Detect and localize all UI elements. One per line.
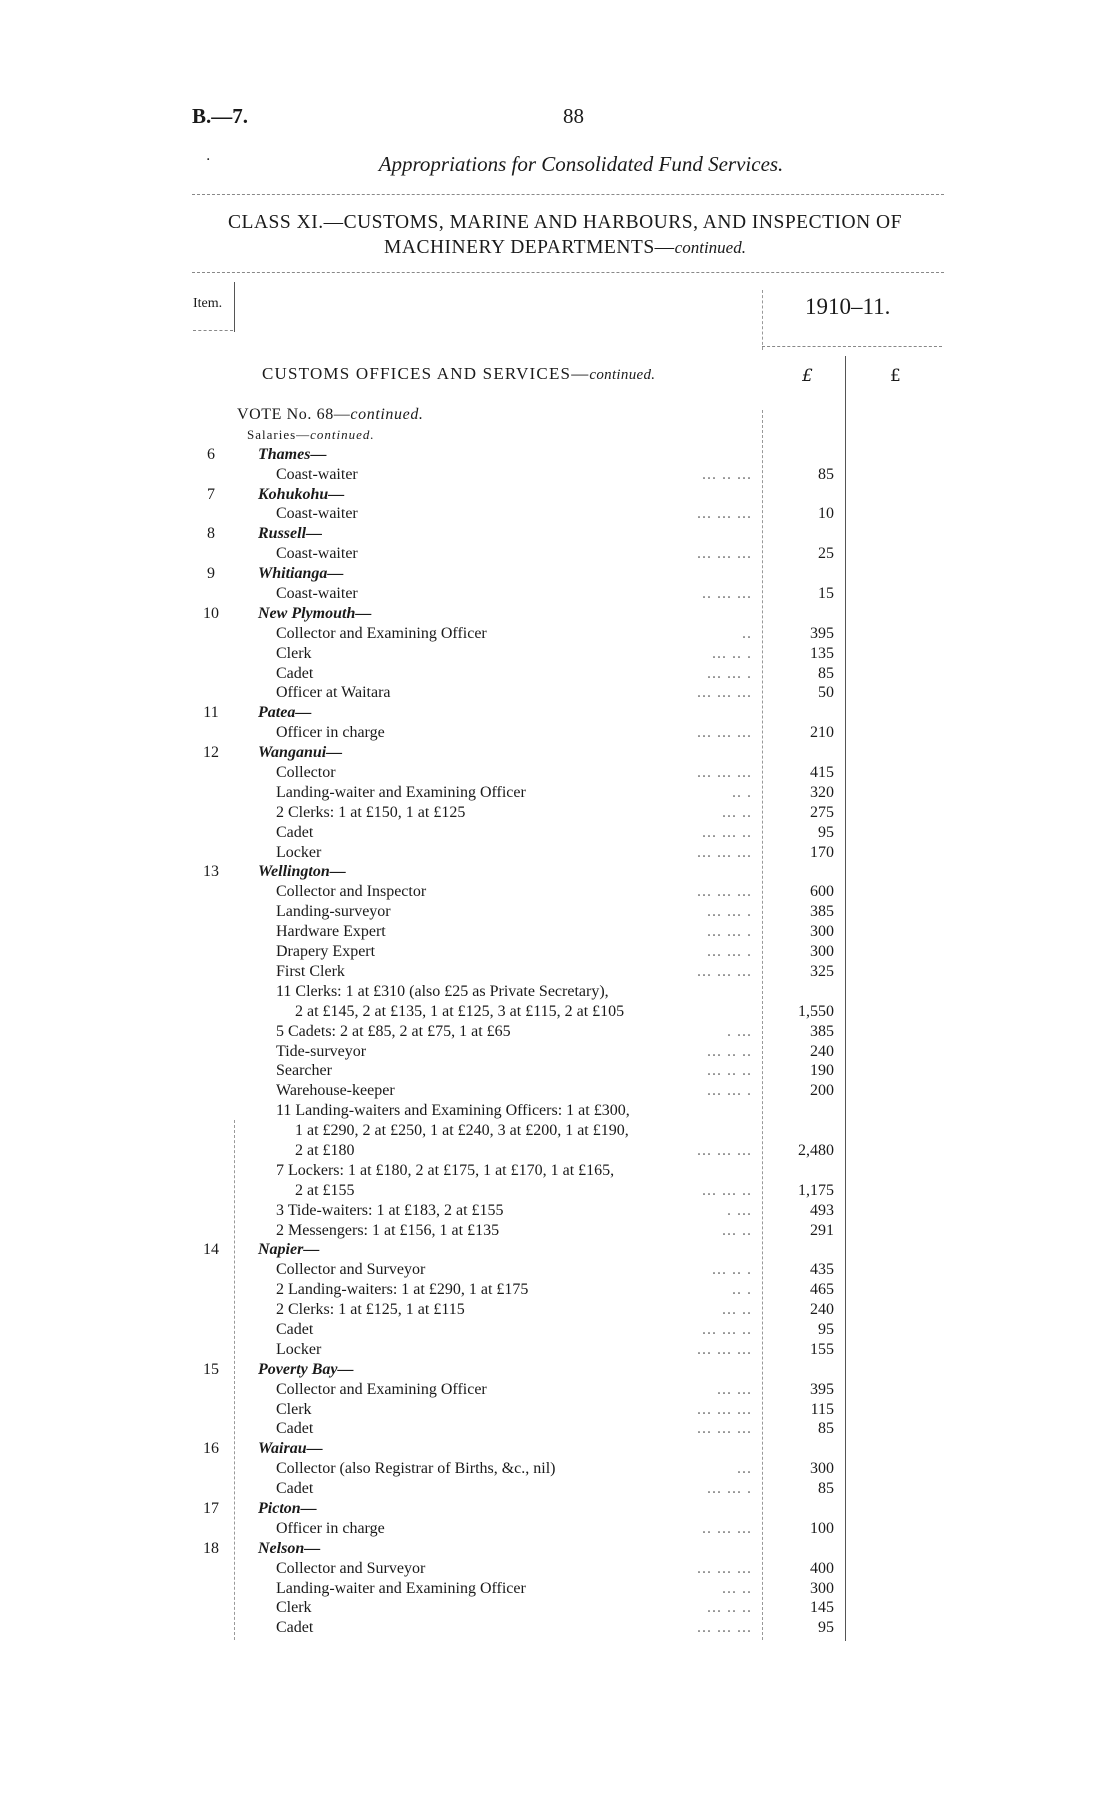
- amount-value: 415: [810, 764, 834, 782]
- leader-dots: ..: [742, 624, 752, 642]
- table-row: [0, 564, 1114, 584]
- leader-dots: ... ..: [722, 1301, 752, 1319]
- position-description: Officer at Waitara: [276, 684, 391, 702]
- position-description: Landing-surveyor: [276, 903, 391, 921]
- amount-value: 385: [810, 903, 834, 921]
- table-row: [0, 524, 1114, 544]
- amount-value: 300: [810, 943, 834, 961]
- table-row: [0, 544, 1114, 564]
- amount-value: 145: [810, 1599, 834, 1617]
- position-description: 3 Tide-waiters: 1 at £183, 2 at £155: [276, 1201, 504, 1219]
- amount-value: 95: [818, 1619, 834, 1637]
- position-description: 11 Clerks: 1 at £310 (also £25 as Private Secretary),: [276, 982, 609, 1000]
- leader-dots: ... ... ...: [697, 1420, 752, 1438]
- amount-value: 325: [810, 962, 834, 980]
- salaries-row: Salaries—continued.: [247, 426, 375, 442]
- table-row: [0, 1559, 1114, 1579]
- item-column-header: Item.: [193, 296, 223, 311]
- divider-table-top: [192, 272, 944, 273]
- table-row: [0, 1022, 1114, 1042]
- desc-column-rule-top: [762, 290, 763, 350]
- office-name: Kohukohu—: [258, 485, 345, 503]
- page-title: Appropriations for Consolidated Fund Services.: [378, 152, 784, 176]
- document-reference: B.—7.: [192, 104, 249, 128]
- table-row: [0, 1081, 1114, 1101]
- item-number: 13: [203, 863, 219, 881]
- table-row: [0, 1320, 1114, 1340]
- item-number: 12: [203, 744, 219, 762]
- leader-dots: ... ... ...: [697, 1141, 752, 1159]
- leader-dots: ... .. ..: [707, 1042, 752, 1060]
- table-row: [0, 703, 1114, 723]
- table-row: [0, 962, 1114, 982]
- leader-dots: ... ... ...: [697, 962, 752, 980]
- currency-header-2: £: [890, 366, 901, 386]
- leader-dots: .. .: [732, 1281, 752, 1299]
- office-name: Thames—: [258, 445, 327, 463]
- leader-dots: ... .. ..: [707, 1062, 752, 1080]
- position-description: First Clerk: [276, 962, 345, 980]
- item-number: 10: [203, 604, 219, 622]
- amount-value: 50: [818, 684, 834, 702]
- position-description: Searcher: [276, 1062, 332, 1080]
- table-row: [0, 843, 1114, 863]
- table-row: [0, 862, 1114, 882]
- position-description: Cadet: [276, 823, 314, 841]
- position-description: 5 Cadets: 2 at £85, 2 at £75, 1 at £65: [276, 1022, 511, 1040]
- amount-value: 395: [810, 1380, 834, 1398]
- table-row: [0, 1598, 1114, 1618]
- position-description: Landing-waiter and Examining Officer: [276, 1579, 526, 1597]
- amount-value: 190: [810, 1062, 834, 1080]
- office-name: Russell—: [258, 525, 323, 543]
- amount-value: 135: [810, 644, 834, 662]
- table-row: [0, 823, 1114, 843]
- table-row: [0, 1201, 1114, 1221]
- leader-dots: ... ... ..: [702, 1320, 752, 1338]
- amount-value: 100: [810, 1519, 834, 1537]
- table-row: [0, 1360, 1114, 1380]
- amount-value: 210: [810, 724, 834, 742]
- table-row: [0, 1439, 1114, 1459]
- amount-value: 300: [810, 1579, 834, 1597]
- table-row: [0, 644, 1114, 664]
- amount-value: 275: [810, 803, 834, 821]
- position-description: Landing-waiter and Examining Officer: [276, 783, 526, 801]
- leader-dots: ... ..: [722, 1221, 752, 1239]
- class-title-line2: MACHINERY DEPARTMENTS—continued.: [384, 237, 746, 258]
- table-row: [0, 1101, 1114, 1121]
- leader-dots: ... ... .: [707, 664, 752, 682]
- leader-dots: ... ... ...: [697, 764, 752, 782]
- table-row: [0, 942, 1114, 962]
- table-row: [0, 922, 1114, 942]
- position-description: Collector and Surveyor: [276, 1559, 426, 1577]
- item-number: 6: [207, 445, 215, 463]
- table-row: [0, 982, 1114, 1002]
- position-description-continued: 1 at £290, 2 at £250, 1 at £240, 3 at £200, 1 at £190,: [295, 1122, 629, 1140]
- leader-dots: .. .: [732, 783, 752, 801]
- table-row: [0, 1121, 1114, 1141]
- amount-value: 385: [810, 1022, 834, 1040]
- leader-dots: ... ... ...: [697, 843, 752, 861]
- leader-dots: ... ... ...: [697, 1559, 752, 1577]
- table-row: [0, 584, 1114, 604]
- amount-value: 15: [818, 585, 834, 603]
- table-row: [0, 604, 1114, 624]
- position-description: 2 Landing-waiters: 1 at £290, 1 at £175: [276, 1281, 529, 1299]
- table-row: [0, 1221, 1114, 1241]
- table-row: [0, 1539, 1114, 1559]
- leader-dots: ... ..: [722, 1579, 752, 1597]
- table-row: [0, 743, 1114, 763]
- position-description: Clerk: [276, 1599, 312, 1617]
- leader-dots: ... .. ...: [702, 465, 752, 483]
- amount-value: 170: [810, 843, 834, 861]
- amount-value: 435: [810, 1261, 834, 1279]
- table-row: [0, 803, 1114, 823]
- amount-value: 85: [818, 1480, 834, 1498]
- position-description-continued: 2 at £145, 2 at £135, 1 at £125, 3 at £115, 2 at £105: [295, 1002, 625, 1020]
- table-row: [0, 485, 1114, 505]
- item-number: 7: [207, 485, 215, 503]
- leader-dots: ... ... .: [707, 923, 752, 941]
- position-description: Collector and Examining Officer: [276, 624, 487, 642]
- office-name: New Plymouth—: [258, 604, 372, 622]
- office-name: Nelson—: [258, 1539, 321, 1557]
- table-row: [0, 783, 1114, 803]
- amount-value: 95: [818, 1320, 834, 1338]
- amount-value: 155: [810, 1340, 834, 1358]
- position-description: Drapery Expert: [276, 943, 376, 961]
- table-row: [0, 723, 1114, 743]
- amount-value: 300: [810, 923, 834, 941]
- office-name: Patea—: [258, 704, 312, 722]
- leader-dots: ... ... .: [707, 1480, 752, 1498]
- table-row: [0, 504, 1114, 524]
- amount-value: 600: [810, 883, 834, 901]
- position-description: Locker: [276, 1340, 322, 1358]
- leader-dots: ... ... ..: [702, 1181, 752, 1199]
- leader-dots: ... ... ...: [697, 883, 752, 901]
- year-head-underline: [762, 346, 942, 347]
- amount-value: 95: [818, 823, 834, 841]
- position-description: Warehouse-keeper: [276, 1082, 395, 1100]
- amount-value: 25: [818, 545, 834, 563]
- leader-dots: ... ... ...: [697, 724, 752, 742]
- item-number: 8: [207, 525, 215, 543]
- position-description: Officer in charge: [276, 724, 385, 742]
- leader-dots: ... ... ...: [697, 684, 752, 702]
- table-row: [0, 1579, 1114, 1599]
- leader-dots: ... ... ...: [697, 1400, 752, 1418]
- table-row: [0, 1618, 1114, 1638]
- position-description: Cadet: [276, 1480, 314, 1498]
- table-row: [0, 445, 1114, 465]
- amount-value: 10: [818, 505, 834, 523]
- leader-dots: .. ... ...: [702, 1519, 752, 1537]
- position-description: Collector and Surveyor: [276, 1261, 426, 1279]
- table-row: [0, 1002, 1114, 1022]
- amount-value: 200: [810, 1082, 834, 1100]
- amount-value: 320: [810, 783, 834, 801]
- table-row: [0, 1499, 1114, 1519]
- amount-value: 300: [810, 1460, 834, 1478]
- table-row: [0, 1061, 1114, 1081]
- item-number: 16: [203, 1440, 219, 1458]
- leader-dots: .. ... ...: [702, 585, 752, 603]
- position-description: Clerk: [276, 644, 312, 662]
- office-name: Picton—: [258, 1499, 317, 1517]
- leader-dots: ... ... .: [707, 903, 752, 921]
- position-description: Collector and Examining Officer: [276, 1380, 487, 1398]
- table-row: [0, 1042, 1114, 1062]
- position-description: Coast-waiter: [276, 585, 358, 603]
- position-description: Coast-waiter: [276, 545, 358, 563]
- position-description: 2 Clerks: 1 at £125, 1 at £115: [276, 1301, 465, 1319]
- table-row: [0, 1400, 1114, 1420]
- year-column-header: 1910–11.: [805, 294, 891, 319]
- table-row: [0, 1300, 1114, 1320]
- position-description: 2 Messengers: 1 at £156, 1 at £135: [276, 1221, 500, 1239]
- position-description: Collector (also Registrar of Births, &c., nil): [276, 1460, 556, 1478]
- table-row: [0, 465, 1114, 485]
- item-number: 17: [203, 1499, 219, 1517]
- position-description: Tide-surveyor: [276, 1042, 367, 1060]
- amount-value: 1,550: [798, 1002, 834, 1020]
- position-description-continued: 2 at £180: [295, 1141, 355, 1159]
- table-row: [0, 882, 1114, 902]
- leader-dots: ... ... ...: [697, 1340, 752, 1358]
- leader-dots: ... ... ...: [697, 1619, 752, 1637]
- vote-row: VOTE No. 68—continued.: [237, 406, 424, 423]
- table-row: [0, 1240, 1114, 1260]
- office-name: Wairau—: [258, 1440, 323, 1458]
- office-name: Poverty Bay—: [258, 1360, 354, 1378]
- currency-header-1: £: [802, 366, 813, 386]
- position-description: Locker: [276, 843, 322, 861]
- position-description: Coast-waiter: [276, 465, 358, 483]
- item-number: 9: [207, 565, 215, 583]
- position-description: 2 Clerks: 1 at £150, 1 at £125: [276, 803, 466, 821]
- office-name: Wanganui—: [258, 744, 343, 762]
- leader-dots: ... ... .: [707, 1082, 752, 1100]
- table-row: [0, 1519, 1114, 1539]
- table-body: [0, 405, 1114, 1638]
- office-name: Napier—: [258, 1241, 320, 1259]
- amount-value: 291: [810, 1221, 834, 1239]
- position-description: 11 Landing-waiters and Examining Officers: 1 at £300,: [276, 1102, 630, 1120]
- amount-value: 115: [810, 1400, 834, 1418]
- amount-value: 240: [810, 1301, 834, 1319]
- position-description: Cadet: [276, 664, 314, 682]
- table-row: [0, 1260, 1114, 1280]
- position-description: Cadet: [276, 1320, 314, 1338]
- leader-dots: ... ...: [717, 1380, 752, 1398]
- item-number: 15: [203, 1360, 219, 1378]
- table-row: [0, 1161, 1114, 1181]
- leader-dots: . ...: [727, 1022, 752, 1040]
- position-description: Cadet: [276, 1619, 314, 1637]
- table-row: [0, 1380, 1114, 1400]
- position-description: 7 Lockers: 1 at £180, 2 at £175, 1 at £170, 1 at £165,: [276, 1161, 615, 1179]
- item-number: 18: [203, 1539, 219, 1557]
- item-head-underline: [193, 330, 233, 331]
- item-number: 14: [203, 1241, 219, 1259]
- leader-dots: ... ... ...: [697, 505, 752, 523]
- position-description: Hardware Expert: [276, 923, 386, 941]
- position-description: Officer in charge: [276, 1519, 385, 1537]
- leader-dots: ... ... ...: [697, 545, 752, 563]
- table-row: [0, 1340, 1114, 1360]
- table-row: [0, 1479, 1114, 1499]
- amount-value: 395: [810, 624, 834, 642]
- position-description: Collector: [276, 764, 336, 782]
- table-row: [0, 1181, 1114, 1201]
- office-name: Wellington—: [258, 863, 346, 881]
- table-row: [0, 1141, 1114, 1161]
- leader-dots: ... ... .: [707, 943, 752, 961]
- office-name: Whitianga—: [258, 565, 344, 583]
- leader-dots: . ...: [727, 1201, 752, 1219]
- position-description: Collector and Inspector: [276, 883, 427, 901]
- position-description: Clerk: [276, 1400, 312, 1418]
- table-row: [0, 683, 1114, 703]
- leader-dots: ... ... ..: [702, 823, 752, 841]
- section-title: CUSTOMS OFFICES AND SERVICES—continued.: [262, 364, 656, 383]
- amount-value: 85: [818, 465, 834, 483]
- amount-value: 493: [810, 1201, 834, 1219]
- amount-value: 400: [810, 1559, 834, 1577]
- page-number: 88: [563, 104, 584, 128]
- table-row: [0, 1459, 1114, 1479]
- amount-value: 85: [818, 664, 834, 682]
- position-description: Coast-waiter: [276, 505, 358, 523]
- leader-dots: ... ..: [722, 803, 752, 821]
- leader-dots: ... .. .: [712, 644, 752, 662]
- position-description-continued: 2 at £155: [295, 1181, 355, 1199]
- bullet-mark: ·: [206, 152, 211, 168]
- leader-dots: ...: [737, 1460, 752, 1478]
- amount-value: 240: [810, 1042, 834, 1060]
- class-title: [150, 210, 980, 260]
- position-description: Cadet: [276, 1420, 314, 1438]
- table-row: [0, 1419, 1114, 1439]
- table-row: [0, 763, 1114, 783]
- item-number: 11: [203, 704, 219, 722]
- table-row: [0, 902, 1114, 922]
- table-row: [0, 1280, 1114, 1300]
- leader-dots: ... .. ..: [707, 1599, 752, 1617]
- divider-top: [192, 194, 944, 195]
- item-column-rule: [234, 282, 235, 332]
- amount-value: 85: [818, 1420, 834, 1438]
- amount-value: 1,175: [798, 1181, 834, 1199]
- amount-value: 2,480: [798, 1141, 834, 1159]
- class-title-line1: CLASS XI.—CUSTOMS, MARINE AND HARBOURS, AND INSPECTION OF: [228, 212, 902, 233]
- table-row: [0, 664, 1114, 684]
- leader-dots: ... .. .: [712, 1261, 752, 1279]
- amount-value: 465: [810, 1281, 834, 1299]
- table-row: [0, 624, 1114, 644]
